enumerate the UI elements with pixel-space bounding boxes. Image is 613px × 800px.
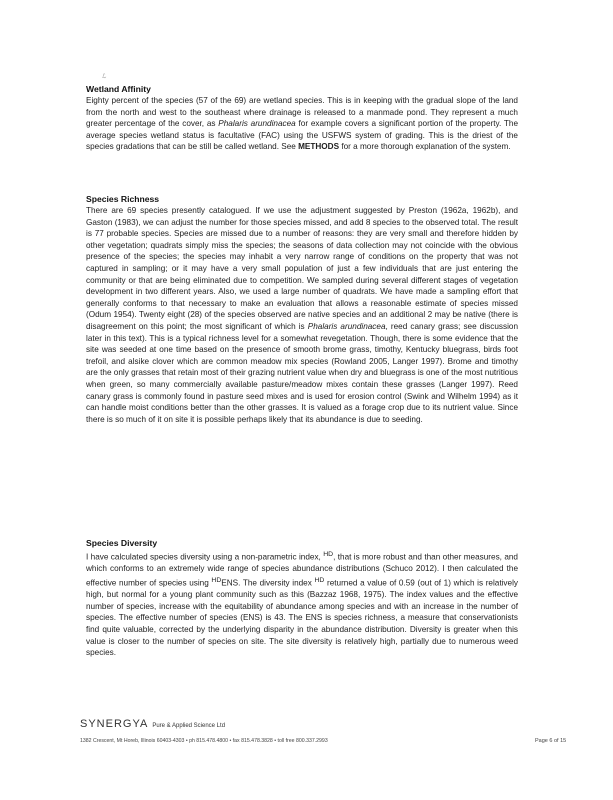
species-diversity-section [86,538,518,659]
company-tagline: Pure & Applied Science Ltd [152,723,226,729]
diversity-text-1: I have calculated species diversity using a non-parametric index, [86,552,324,562]
richness-text-2: , reed canary grass; see discussion later in this text). This is a typical richness level for a somewhat revegetation. Though, there is some evidence that the site was seeded at one time based on the presence of smooth brome grass, timothy, Kentucky bluegrass, birds foot trefoil, and alsike clover which are common meadow mix species (Rowland 2005, Langer 1997). Brome and timothy are the only grasses that retain most of their grazing nutrient value when dry and bluegrass is one of the most nutritious when green, so many commercially available pasture/meadow mixes contain these grasses (Langer 1997). Reed canary grass is commonly found in pasture seed mixes and is used for erosion control (Swink and Wilhelm 1994) as it can handle moist conditions better than the other grasses. It is valued as a forage crop due to its nutrient value. Since there is so much of it on site it is possible perhaps likely that its abundance is due to seeding. [86,321,518,424]
company-name: SYNERGYA [80,718,149,730]
contact-line: 1382 Crescent, Mt Horeb, Illinois 60403-4303 • ph 815.478.4800 • fax 815.478.3828 • toll free 800.337.2993 [80,738,328,744]
index-symbol-1: HD [323,551,334,558]
diversity-text-2: , that is more robust and than other measures, and which conforms to an extremely wide range of species abundance distributions (Schuco 2012). I then calculated the effective number of species using [86,552,518,588]
species-richness-heading: Species Richness [86,194,160,204]
company-logo [80,718,580,730]
wetland-text-1: Eighty percent of the species (57 of the 69) are wetland species. This is in keeping with the gradual slope of the land from the north and west to the southeast where drainage is released to a manmade pond. They represent a much greater percentage of the cover, as [86,96,518,129]
richness-species-name: Phalaris arundinacea [307,321,386,331]
species-richness-paragraph [86,205,518,425]
diversity-text-3: ENS. The diversity index [221,578,315,588]
wetland-text-2: for example covers a significant portion of the property. The average species wetland status is facultative (FAC) using the USFWS system of grading. This is the driest of the species gradations that can be still be called wetland. See [86,119,519,152]
page-number: Page 6 of 15 [535,738,567,744]
wetland-species-name: Phalaris arundinacea [218,119,296,129]
index-symbol-2: HD [211,576,222,584]
diversity-text-4: returned a value of 0.59 (out of 1) which is relatively high, but normal for a young plant community such as this (Bazzaz 1968, 1975). The index values and the effective number of species, increase with the equitability of abundance among species and with an increase in the number of species. The effective number of species (ENS) is 43. The ENS is species richness, a measure that conservationists find quite valuable, corrected by the underlying disparity in the abundance distribution. Diversity is greater when this value is closer to the number of species on site. The site diversity is relatively high, partially due to numerous weed species. [86,578,518,658]
wetland-affinity-paragraph [86,95,518,153]
wetland-text-3: for a more thorough explanation of the system. [339,142,511,152]
page-footer [80,718,580,744]
species-richness-section [86,194,518,425]
wetland-affinity-section [86,84,518,153]
species-diversity-heading: Species Diversity [86,538,158,548]
species-diversity-paragraph [86,549,518,659]
index-symbol-3: HD [314,576,325,584]
page-mark: ℒ [102,74,107,80]
methods-reference: METHODS [298,142,340,152]
wetland-affinity-heading: Wetland Affinity [86,84,151,94]
richness-text-1: There are 69 species presently catalogued. If we use the adjustment suggested by Preston (1962a, 1962b), and Gaston (1983), we can adjust the number for those species missed, and add 8 species to the observed total. The result is 77 probable species. Species are missed due to a number of reasons: they are very small and therefore hidden by other vegetation; quadrats simply miss the species; the seasons of data collection may not coincide with the obvious presence of the species; the species may inhabit a very narrow range of conditions on the property that was not captured in sampling; or it may have a very small population of just a few individuals that are just entering the community or that are being eliminated due to competition. We sampled during several different stages of vegetation development in two different years. Also, we used a large number of quadrats. We have made a sampling effort that generally conforms to that necessary to make an evaluation that allows a reasonable estimate of species missed (Odum 1954). Twenty eight (28) of the species observed are native species and an additional 2 may be native (there is disagreement on this point; the most significant of which is [86,206,518,331]
